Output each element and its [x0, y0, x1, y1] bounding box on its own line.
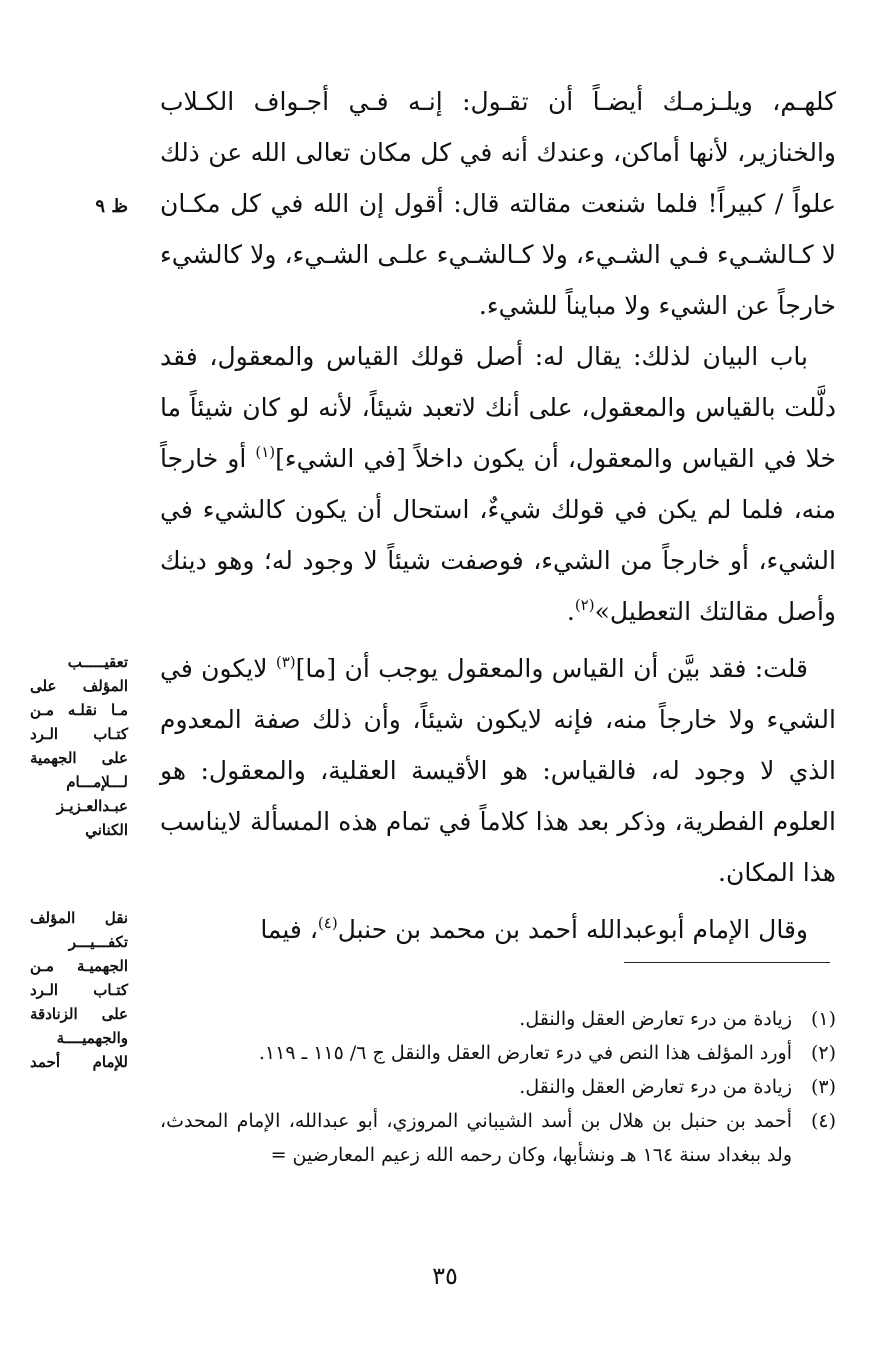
paragraph-3-part-b: لايكون في الشيء ولا خارجاً منه، فإنه لايكون شيئاً، وأن ذلك صفة المعدوم الذي لا وجود له، فالقياس: هو الأقيسة العقلية، والمعقول: هو العلوم الفطرية، وذكر بعد هذا كلاماً في تمام هذه المسألة لايناسب هذا المكان.	[160, 654, 836, 887]
paragraph-3	[160, 643, 836, 898]
paragraph-2-part-a: باب البيان لذلك: يقال له: أصل قولك القياس والمعقول، فقد دلَّلت بالقياس والمعقول، على أنك لاتعبد شيئاً، لأنه لو كان شيئاً ما خلا في القياس والمعقول، أن يكون داخلاً [في الشيء]	[160, 342, 836, 473]
footnote-number: (٤)	[810, 1110, 836, 1132]
footnote-ref-3: (٣)	[275, 653, 296, 671]
paragraph-1: كلهـم، ويلـزمـك أيضـاً أن تقـول: إنـه فـي أجـواف الكـلاب والخنازير، لأنها أماكن، وعندك أنه في كل مكان تعالى الله عن ذلك علواً / كبيراً! فلما شنعت مقالته قال: أقول إن الله في كل مكـان لا كـالشـيء فـي الشـيء، ولا كـالشـيء علـى الشـيء، ولا كالشيء خارجاً عن الشيء ولا مبايناً للشيء.	[160, 87, 836, 320]
footnote-ref-2: (٢)	[574, 596, 595, 614]
main-text	[160, 76, 836, 955]
paragraph-2	[160, 331, 836, 637]
paragraph-3-part-a: قلت: فقد بيَّن أن القياس والمعقول يوجب أن [ما]	[295, 654, 808, 683]
footnote-separator	[624, 962, 830, 963]
margin-note-author-commentary: تعقيـــــب المؤلف على مـا نقلـه مـن كتـاب الـرد على الجهمية لـــلإمـــام عبـدالعـزيـز الكناني	[30, 653, 128, 839]
paragraph-2-part-c: .	[566, 597, 575, 626]
footnote-3	[160, 1070, 836, 1104]
footnote-text: أورد المؤلف هذا النص في درء تعارض العقل والنقل ج ٦/ ١١٥ ـ ١١٩.	[258, 1042, 792, 1064]
footnote-number: (٢)	[810, 1042, 836, 1064]
footnote-1	[160, 1002, 836, 1036]
footnote-text: زيادة من درء تعارض العقل والنقل.	[519, 1008, 792, 1030]
footnote-text: أحمد بن حنبل بن هلال بن أسد الشيباني المروزي، أبو عبدالله، الإمام المحدث، ولد ببغداد سنة ١٦٤ هـ ونشأبها، وكان رحمه الله زعيم المعارضين =	[160, 1110, 792, 1166]
manuscript-folio-marker: ظ ٩	[95, 196, 128, 217]
footnote-text: زيادة من درء تعارض العقل والنقل.	[519, 1076, 792, 1098]
footnote-number: (٣)	[810, 1076, 836, 1098]
footnote-ref-1: (١)	[255, 443, 276, 461]
footnotes	[160, 1002, 836, 1172]
page-number: ٣٥	[432, 1262, 458, 1290]
footnote-number: (١)	[810, 1008, 836, 1030]
footnote-2	[160, 1036, 836, 1070]
paragraph-4-part-b: ، فيما	[260, 915, 318, 944]
paragraph-4	[160, 904, 836, 955]
margin-note-takfir-jahmiyya: نقل المؤلف تكفـــيـــر الجهميـة مـن كتـاب الـرد على الزنادقة والجهميــــة للإمام أحمد	[30, 909, 128, 1071]
footnote-ref-4: (٤)	[317, 914, 338, 932]
footnote-4	[160, 1104, 836, 1172]
paragraph-4-part-a: وقال الإمام أبوعبدالله أحمد بن محمد بن حنبل	[337, 915, 808, 944]
paragraph-2-part-b: أو خارجاً منه، فلما لم يكن في قولك شيءٌ، استحال أن يكون كالشيء في الشيء، أو خارجاً من الشيء، فوصفت شيئاً لا وجود له؛ وهو دينك وأصل مقالتك التعطيل»	[160, 444, 836, 626]
